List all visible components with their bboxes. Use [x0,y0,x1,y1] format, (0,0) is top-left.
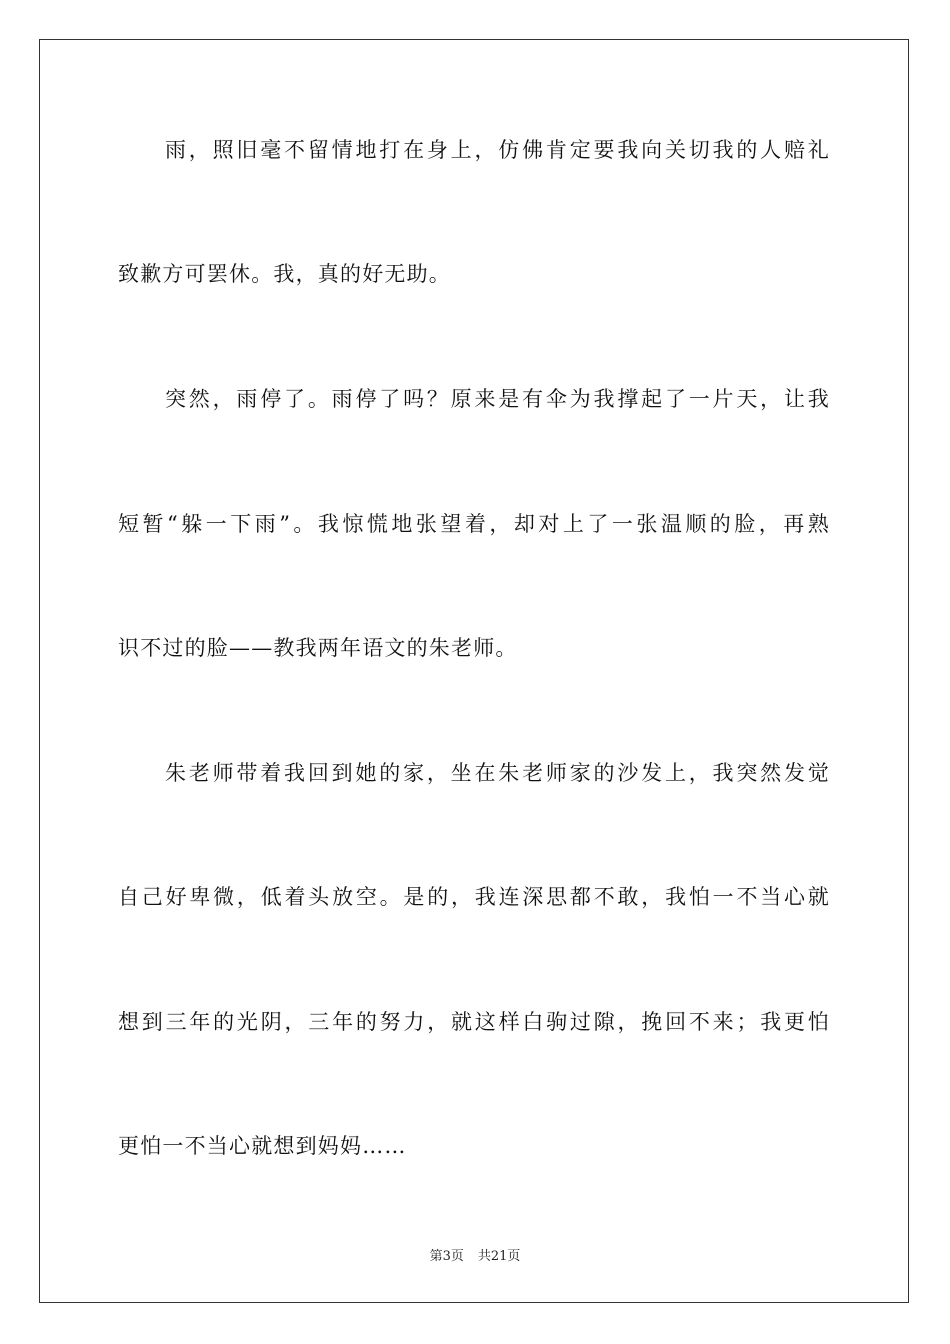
paragraph-3-line-3: 想到三年的光阴，三年的努力，就这样白驹过隙，挽回不来；我更怕 [118,1010,830,1034]
page-border [39,39,909,1303]
paragraph-2-line-3: 识不过的脸——教我两年语文的朱老师。 [118,636,518,660]
paragraph-1-line-2: 致歉方可罢休。我，真的好无助。 [118,262,451,286]
total-pages-label: 共21页 [477,1249,521,1264]
paragraph-3-line-2: 自己好卑微，低着头放空。是的，我连深思都不敢，我怕一不当心就 [118,885,830,909]
paragraph-1-line-1: 雨，照旧毫不留情地打在身上，仿佛肯定要我向关切我的人赔礼 [165,138,830,162]
paragraph-2-line-1: 突然，雨停了。雨停了吗？原来是有伞为我撑起了一片天，让我 [165,387,830,411]
paragraph-3-line-1: 朱老师带着我回到她的家，坐在朱老师家的沙发上，我突然发觉 [165,761,830,785]
paragraph-3-line-4: 更怕一不当心就想到妈妈…… [118,1134,407,1158]
paragraph-2-line-2: 短暂“躲一下雨”。我惊慌地张望着，却对上了一张温顺的脸，再熟 [118,512,830,536]
page-footer [0,1248,950,1266]
current-page-label: 第3页 [429,1249,464,1264]
